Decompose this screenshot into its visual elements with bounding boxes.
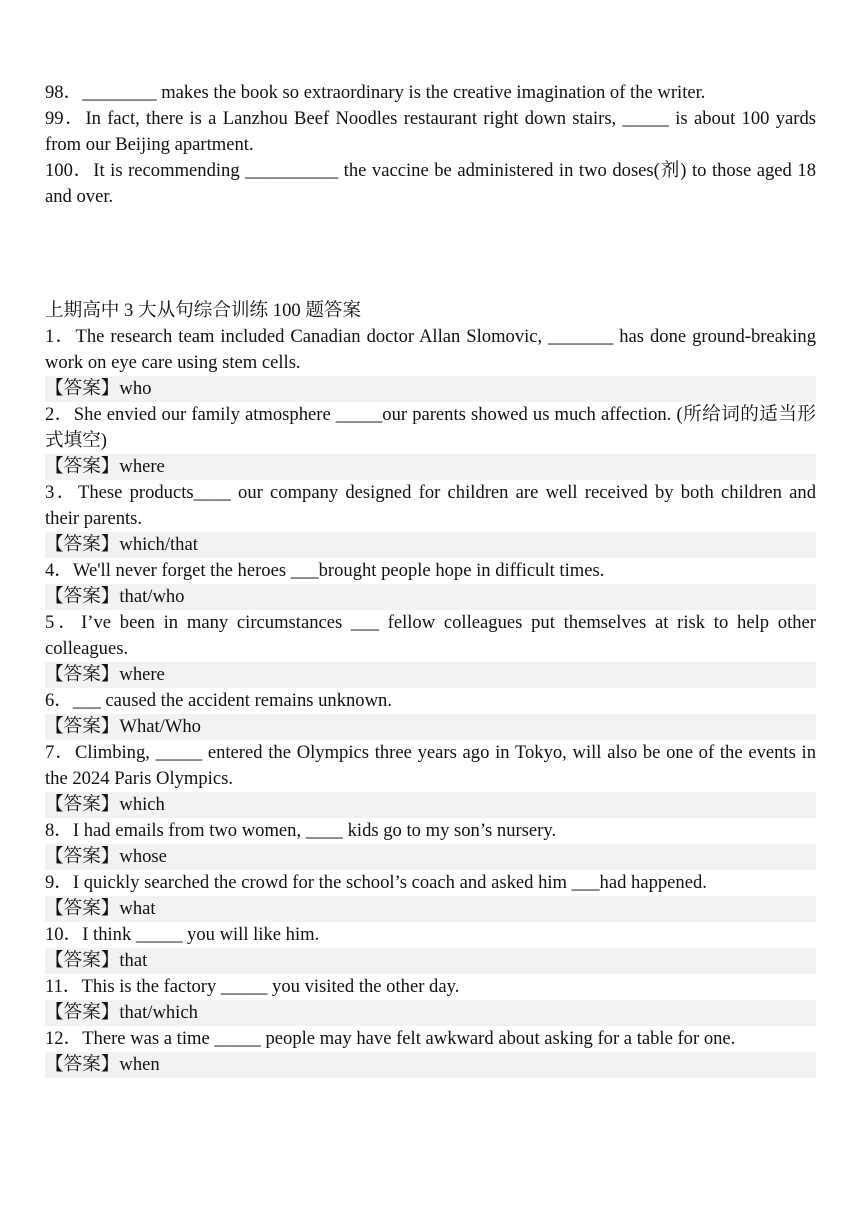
- section-title: 上期高中 3 大从句综合训练 100 题答案: [45, 300, 362, 321]
- answer-row: [45, 896, 816, 922]
- answer-value: What/Who: [119, 716, 201, 737]
- answer-row: [45, 584, 816, 610]
- question-98: 98．________ makes the book so extraordinary is the creative imagination of the writer.: [45, 82, 706, 103]
- answer-row: [45, 454, 816, 480]
- answer-label: 【答案】: [45, 586, 120, 607]
- answer-row: [45, 1000, 816, 1026]
- answer-label: 【答案】: [45, 898, 120, 919]
- answer-value: where: [119, 456, 165, 477]
- answer-row: [45, 662, 816, 688]
- answer-value: that/which: [119, 1002, 198, 1023]
- answer-row: [45, 532, 816, 558]
- answer-label: 【答案】: [45, 794, 120, 815]
- answer-value: where: [119, 664, 165, 685]
- answer-value: what: [119, 898, 156, 919]
- answer-row: [45, 844, 816, 870]
- question-99: 99．In fact, there is a Lanzhou Beef Noodles restaurant right down stairs, _____ is about 100 yards from our Beijing apartment.: [45, 108, 816, 155]
- answer-label: 【答案】: [45, 664, 120, 685]
- question-item: 9．I quickly searched the crowd for the school’s coach and asked him ___had happened.: [45, 872, 707, 893]
- answer-value: whose: [119, 846, 167, 867]
- answer-value: who: [119, 378, 152, 399]
- question-item: 2．She envied our family atmosphere _____our parents showed us much affection. (所给词的适当形式填空): [45, 404, 816, 451]
- answer-value: that/who: [119, 586, 185, 607]
- answer-label: 【答案】: [45, 378, 120, 399]
- answer-value: which: [119, 794, 165, 815]
- answer-value: that: [119, 950, 148, 971]
- answer-label: 【答案】: [45, 950, 120, 971]
- section-spacer: [45, 210, 816, 298]
- answer-label: 【答案】: [45, 1054, 120, 1075]
- answer-label: 【答案】: [45, 1002, 120, 1023]
- answer-value: when: [119, 1054, 160, 1075]
- answer-label: 【答案】: [45, 846, 120, 867]
- answer-label: 【答案】: [45, 716, 120, 737]
- question-item: 8．I had emails from two women, ____ kids go to my son’s nursery.: [45, 820, 557, 841]
- question-100: 100．It is recommending __________ the vaccine be administered in two doses(剂) to those aged 18 and over.: [45, 160, 816, 207]
- answer-value: which/that: [119, 534, 198, 555]
- question-item: 7．Climbing, _____ entered the Olympics three years ago in Tokyo, will also be one of the events in the 2024 Paris Olympics.: [45, 742, 816, 789]
- question-item: 1．The research team included Canadian doctor Allan Slomovic, _______ has done ground-breaking work on eye care using stem cells.: [45, 326, 816, 373]
- question-item: 4．We'll never forget the heroes ___brought people hope in difficult times.: [45, 560, 605, 581]
- answer-list: [45, 324, 816, 1078]
- answer-label: 【答案】: [45, 456, 120, 477]
- question-item: 6．___ caused the accident remains unknown.: [45, 690, 392, 711]
- answer-row: [45, 792, 816, 818]
- question-item: 10．I think _____ you will like him.: [45, 924, 320, 945]
- answer-row: [45, 1052, 816, 1078]
- question-item: 12．There was a time _____ people may have felt awkward about asking for a table for one.: [45, 1028, 736, 1049]
- answer-label: 【答案】: [45, 534, 120, 555]
- question-item: 3．These products____ our company designed for children are well received by both children and their parents.: [45, 482, 816, 529]
- document-body: [45, 80, 816, 1078]
- answer-row: [45, 376, 816, 402]
- question-item: 11．This is the factory _____ you visited the other day.: [45, 976, 460, 997]
- answer-row: [45, 948, 816, 974]
- answer-row: [45, 714, 816, 740]
- question-item: 5．I’ve been in many circumstances ___ fellow colleagues put themselves at risk to help other colleagues.: [45, 612, 816, 659]
